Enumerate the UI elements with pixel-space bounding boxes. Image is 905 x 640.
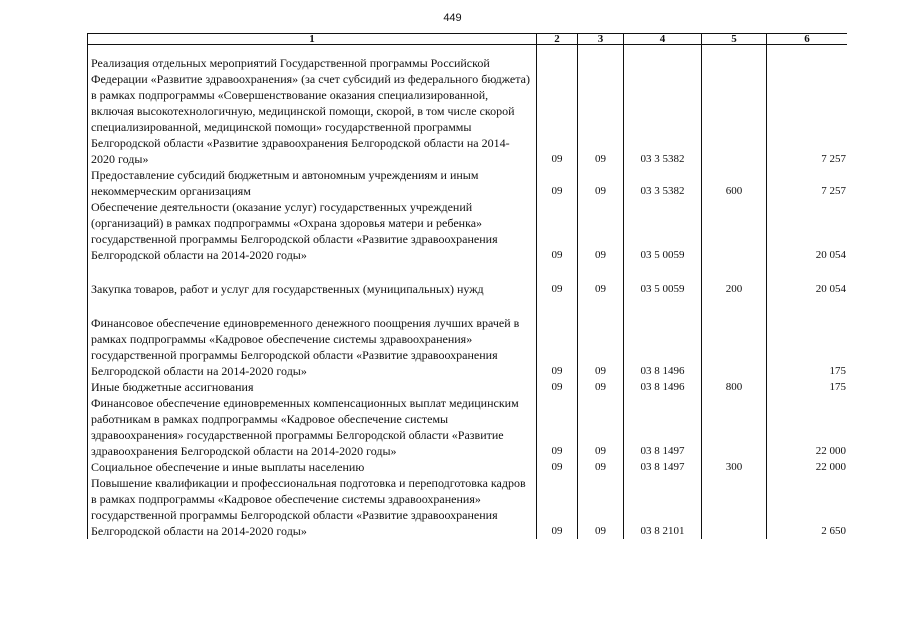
header-col-5: 5 bbox=[702, 34, 767, 45]
row-expense-type bbox=[702, 395, 767, 459]
row-amount: 20 054 bbox=[767, 199, 848, 263]
row-target-code: 03 8 1497 bbox=[624, 459, 702, 475]
table-row bbox=[88, 315, 848, 379]
header-col-6: 6 bbox=[767, 34, 848, 45]
header-col-1: 1 bbox=[88, 34, 537, 45]
row-name: Закупка товаров, работ и услуг для государственных (муниципальных) нужд bbox=[88, 281, 537, 297]
row-name: Иные бюджетные ассигнования bbox=[88, 379, 537, 395]
row-name: Социальное обеспечение и иные выплаты населению bbox=[88, 459, 537, 475]
spacer-row bbox=[88, 45, 848, 56]
header-col-2: 2 bbox=[537, 34, 578, 45]
row-target-code: 03 5 0059 bbox=[624, 199, 702, 263]
row-amount: 22 000 bbox=[767, 459, 848, 475]
header-row bbox=[88, 34, 848, 45]
row-section: 09 bbox=[537, 315, 578, 379]
row-expense-type bbox=[702, 199, 767, 263]
row-target-code: 03 8 1496 bbox=[624, 379, 702, 395]
row-subsection: 09 bbox=[578, 55, 624, 167]
row-amount: 175 bbox=[767, 379, 848, 395]
header-col-3: 3 bbox=[578, 34, 624, 45]
row-amount: 175 bbox=[767, 315, 848, 379]
row-name: Повышение квалификации и профессиональная подготовка и переподготовка кадров в рамках подпрограммы «Кадровое обеспечение системы здравоохранения» государственной программы Белгородской области «Развитие здравоохранения Белгородской области на 2014-2020 годы» bbox=[88, 475, 537, 539]
table-row bbox=[88, 167, 848, 199]
row-subsection: 09 bbox=[578, 459, 624, 475]
row-expense-type bbox=[702, 55, 767, 167]
header-col-4: 4 bbox=[624, 34, 702, 45]
row-target-code: 03 3 5382 bbox=[624, 167, 702, 199]
row-subsection: 09 bbox=[578, 379, 624, 395]
row-amount: 7 257 bbox=[767, 55, 848, 167]
page-number: 449 bbox=[443, 12, 462, 24]
row-subsection: 09 bbox=[578, 281, 624, 297]
row-subsection: 09 bbox=[578, 167, 624, 199]
row-section: 09 bbox=[537, 167, 578, 199]
row-expense-type: 800 bbox=[702, 379, 767, 395]
row-name: Реализация отдельных мероприятий Государственной программы Российской Федерации «Развитие здравоохранения» (за счет субсидий из федерального бюджета) в рамках подпрограммы «Совершенствование оказания специализированной, включая высокотехнологичную, медицинской помощи, скорой, в том числе скорой специализированной, медицинской помощи» государственной программы Белгородской области «Развитие здравоохранения Белгородской области на 2014-2020 годы» bbox=[88, 55, 537, 167]
budget-table bbox=[87, 33, 847, 539]
row-expense-type bbox=[702, 475, 767, 539]
table-row bbox=[88, 379, 848, 395]
row-amount: 20 054 bbox=[767, 281, 848, 297]
row-amount: 22 000 bbox=[767, 395, 848, 459]
budget-table-container bbox=[87, 33, 847, 640]
table-row bbox=[88, 199, 848, 263]
table-row bbox=[88, 281, 848, 297]
row-amount: 2 650 bbox=[767, 475, 848, 539]
row-name: Обеспечение деятельности (оказание услуг) государственных учреждений (организаций) в рамках подпрограммы «Охрана здоровья матери и ребенка» государственной программы Белгородской области «Развитие здравоохранения Белгородской области на 2014-2020 годы» bbox=[88, 199, 537, 263]
row-subsection: 09 bbox=[578, 475, 624, 539]
row-section: 09 bbox=[537, 475, 578, 539]
row-subsection: 09 bbox=[578, 199, 624, 263]
gap-row bbox=[88, 263, 848, 281]
row-section: 09 bbox=[537, 379, 578, 395]
row-expense-type: 300 bbox=[702, 459, 767, 475]
row-target-code: 03 5 0059 bbox=[624, 281, 702, 297]
row-target-code: 03 8 1496 bbox=[624, 315, 702, 379]
row-amount: 7 257 bbox=[767, 167, 848, 199]
row-expense-type: 200 bbox=[702, 281, 767, 297]
row-expense-type: 600 bbox=[702, 167, 767, 199]
row-name: Финансовое обеспечение единовременных компенсационных выплат медицинским работникам в рамках подпрограммы «Кадровое обеспечение системы здравоохранения» государственной программы Белгородской области «Развитие здравоохранения Белгородской области на 2014-2020 годы» bbox=[88, 395, 537, 459]
table-row bbox=[88, 395, 848, 459]
row-expense-type bbox=[702, 315, 767, 379]
table-row bbox=[88, 459, 848, 475]
row-target-code: 03 8 1497 bbox=[624, 395, 702, 459]
row-target-code: 03 3 5382 bbox=[624, 55, 702, 167]
row-section: 09 bbox=[537, 459, 578, 475]
row-name: Финансовое обеспечение единовременного денежного поощрения лучших врачей в рамках подпрограммы «Кадровое обеспечение системы здравоохранения» государственной программы Белгородской области «Развитие здравоохранения Белгородской области на 2014-2020 годы» bbox=[88, 315, 537, 379]
table-row bbox=[88, 55, 848, 167]
row-subsection: 09 bbox=[578, 395, 624, 459]
row-section: 09 bbox=[537, 55, 578, 167]
row-name: Предоставление субсидий бюджетным и автономным учреждениям и иным некоммерческим организациям bbox=[88, 167, 537, 199]
gap-row bbox=[88, 297, 848, 315]
row-target-code: 03 8 2101 bbox=[624, 475, 702, 539]
table-row bbox=[88, 475, 848, 539]
row-section: 09 bbox=[537, 281, 578, 297]
row-subsection: 09 bbox=[578, 315, 624, 379]
row-section: 09 bbox=[537, 199, 578, 263]
row-section: 09 bbox=[537, 395, 578, 459]
